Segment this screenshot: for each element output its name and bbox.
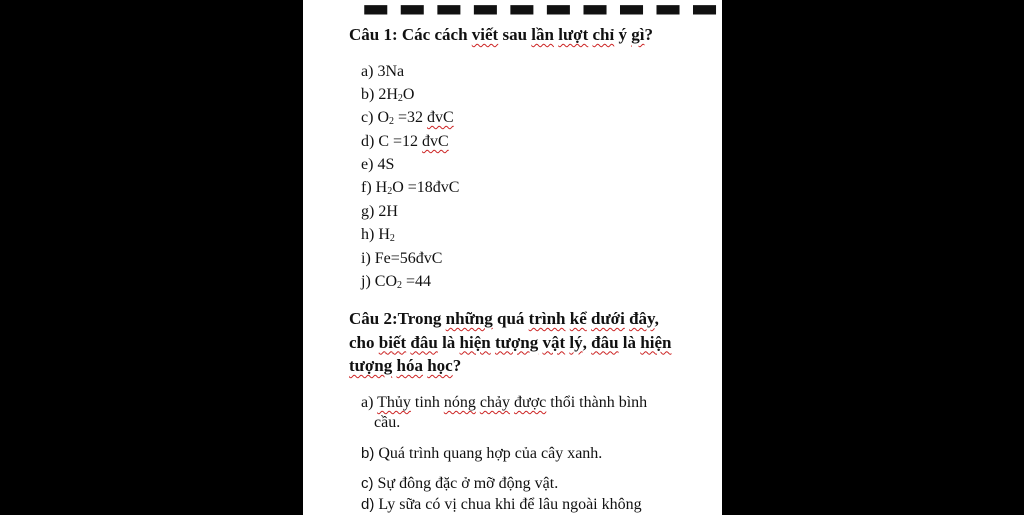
q2-item-a	[361, 393, 647, 433]
item-text: CO	[374, 273, 398, 290]
item-letter: j)	[361, 273, 375, 290]
item-text: H	[378, 226, 390, 243]
item-letter: c)	[361, 109, 378, 126]
item-text: đvC	[422, 133, 449, 150]
q1-text: ý	[614, 25, 632, 44]
q2-text: biết	[378, 332, 407, 352]
question-1-heading	[349, 23, 653, 47]
item-text: Fe=56đvC	[374, 250, 443, 267]
q1-item-j	[361, 272, 431, 292]
q2-text: hiện	[640, 332, 672, 352]
item-letter: a)	[361, 63, 378, 80]
q2-text: quá	[492, 309, 529, 328]
q1-item-h	[361, 225, 395, 245]
item-text: C =12	[378, 133, 423, 150]
q2-text: ,	[582, 332, 592, 352]
q2-text: vật	[542, 332, 566, 352]
q1-text: viết	[471, 25, 499, 44]
item-letter: c)	[361, 475, 374, 492]
item-text: Thủy	[377, 394, 411, 411]
q2-item-d	[361, 495, 642, 515]
q1-item-b	[361, 85, 414, 105]
item-continuation: cầu.	[374, 414, 401, 431]
item-text: chảy	[479, 394, 511, 411]
q2-text: đâu	[410, 332, 438, 352]
q2-line-2	[349, 331, 671, 355]
q2-text: đây	[629, 309, 655, 328]
subscript: 2	[387, 186, 393, 197]
q2-text: hiện	[459, 332, 491, 352]
item-text: 2H	[378, 86, 398, 103]
item-letter: d)	[361, 133, 379, 150]
item-text: được	[514, 394, 547, 411]
q2-text: học	[427, 356, 453, 375]
item-text: 4S	[377, 156, 395, 173]
item-letter: h)	[361, 226, 379, 243]
item-text: O	[377, 109, 389, 126]
q1-text: ?	[644, 25, 653, 44]
subscript: 2	[389, 233, 395, 244]
q2-text: tượng	[349, 356, 393, 375]
q1-item-e	[361, 155, 394, 175]
item-text: O	[402, 86, 415, 103]
q2-text: những	[445, 309, 493, 328]
q2-text: đâu	[591, 332, 619, 352]
subscript: 2	[397, 93, 403, 104]
item-letter: d)	[361, 496, 375, 513]
q2-text: hóa	[396, 356, 423, 375]
q2-text: cho	[349, 332, 379, 352]
cut-off-title	[365, 0, 719, 15]
question-1-label: Câu 1:	[349, 25, 398, 44]
q2-line-1	[349, 307, 671, 331]
q1-item-f	[361, 178, 459, 198]
q1-text: lượt	[558, 25, 589, 44]
question-2-heading	[349, 307, 671, 378]
q1-item-c	[361, 108, 454, 128]
q2-text: tượng	[494, 332, 539, 352]
q2-text: ,	[654, 309, 659, 328]
q1-text: gì	[631, 25, 645, 44]
item-letter: f)	[361, 179, 376, 196]
item-text: Sự đông đặc ở mỡ động vật.	[373, 475, 559, 492]
item-text: O =18đvC	[392, 179, 460, 196]
subscript: 2	[397, 280, 403, 291]
q1-text: lần	[531, 25, 554, 44]
item-text: =44	[402, 273, 432, 290]
q2-text: là	[437, 332, 460, 352]
item-letter: b)	[361, 86, 379, 103]
q1-text: chỉ	[592, 25, 615, 44]
item-letter: b)	[361, 445, 375, 462]
q2-line-3	[349, 354, 671, 378]
q2-text: trình	[528, 309, 566, 328]
q2-text: là	[618, 332, 641, 352]
item-text: H	[375, 179, 388, 196]
item-text: nóng	[443, 394, 476, 411]
item-text: 2H	[378, 203, 398, 220]
document-page	[303, 0, 722, 515]
item-letter: g)	[361, 203, 379, 220]
q1-text: Các cách	[397, 25, 472, 44]
q2-text: Câu 2:Trong	[349, 309, 446, 328]
q2-text: ?	[452, 356, 462, 375]
q2-item-b	[361, 444, 602, 464]
item-text: Ly sữa có vị chua khi để lâu ngoài không	[374, 496, 642, 513]
q2-item-c	[361, 474, 558, 494]
q2-text: dưới	[591, 309, 625, 328]
q1-text: sau	[498, 25, 532, 44]
q1-item-g	[361, 202, 398, 222]
q1-item-a	[361, 62, 404, 82]
item-text: Quá trình quang hợp của cây xanh.	[374, 445, 603, 462]
item-letter: e)	[361, 156, 378, 173]
item-letter: a)	[361, 394, 378, 411]
item-letter: i)	[361, 250, 375, 267]
item-text: đvC	[427, 109, 454, 126]
q1-item-i	[361, 249, 442, 269]
q2-text: lý	[569, 332, 583, 352]
item-text: =32	[394, 109, 428, 126]
item-text: tinh	[410, 394, 444, 411]
q2-item-a-line	[361, 394, 647, 411]
subscript: 2	[389, 116, 394, 127]
item-text: 3Na	[377, 63, 405, 80]
item-text: thổi thành bình	[546, 394, 648, 411]
q2-text: kể	[569, 309, 587, 328]
q1-item-d	[361, 132, 449, 152]
